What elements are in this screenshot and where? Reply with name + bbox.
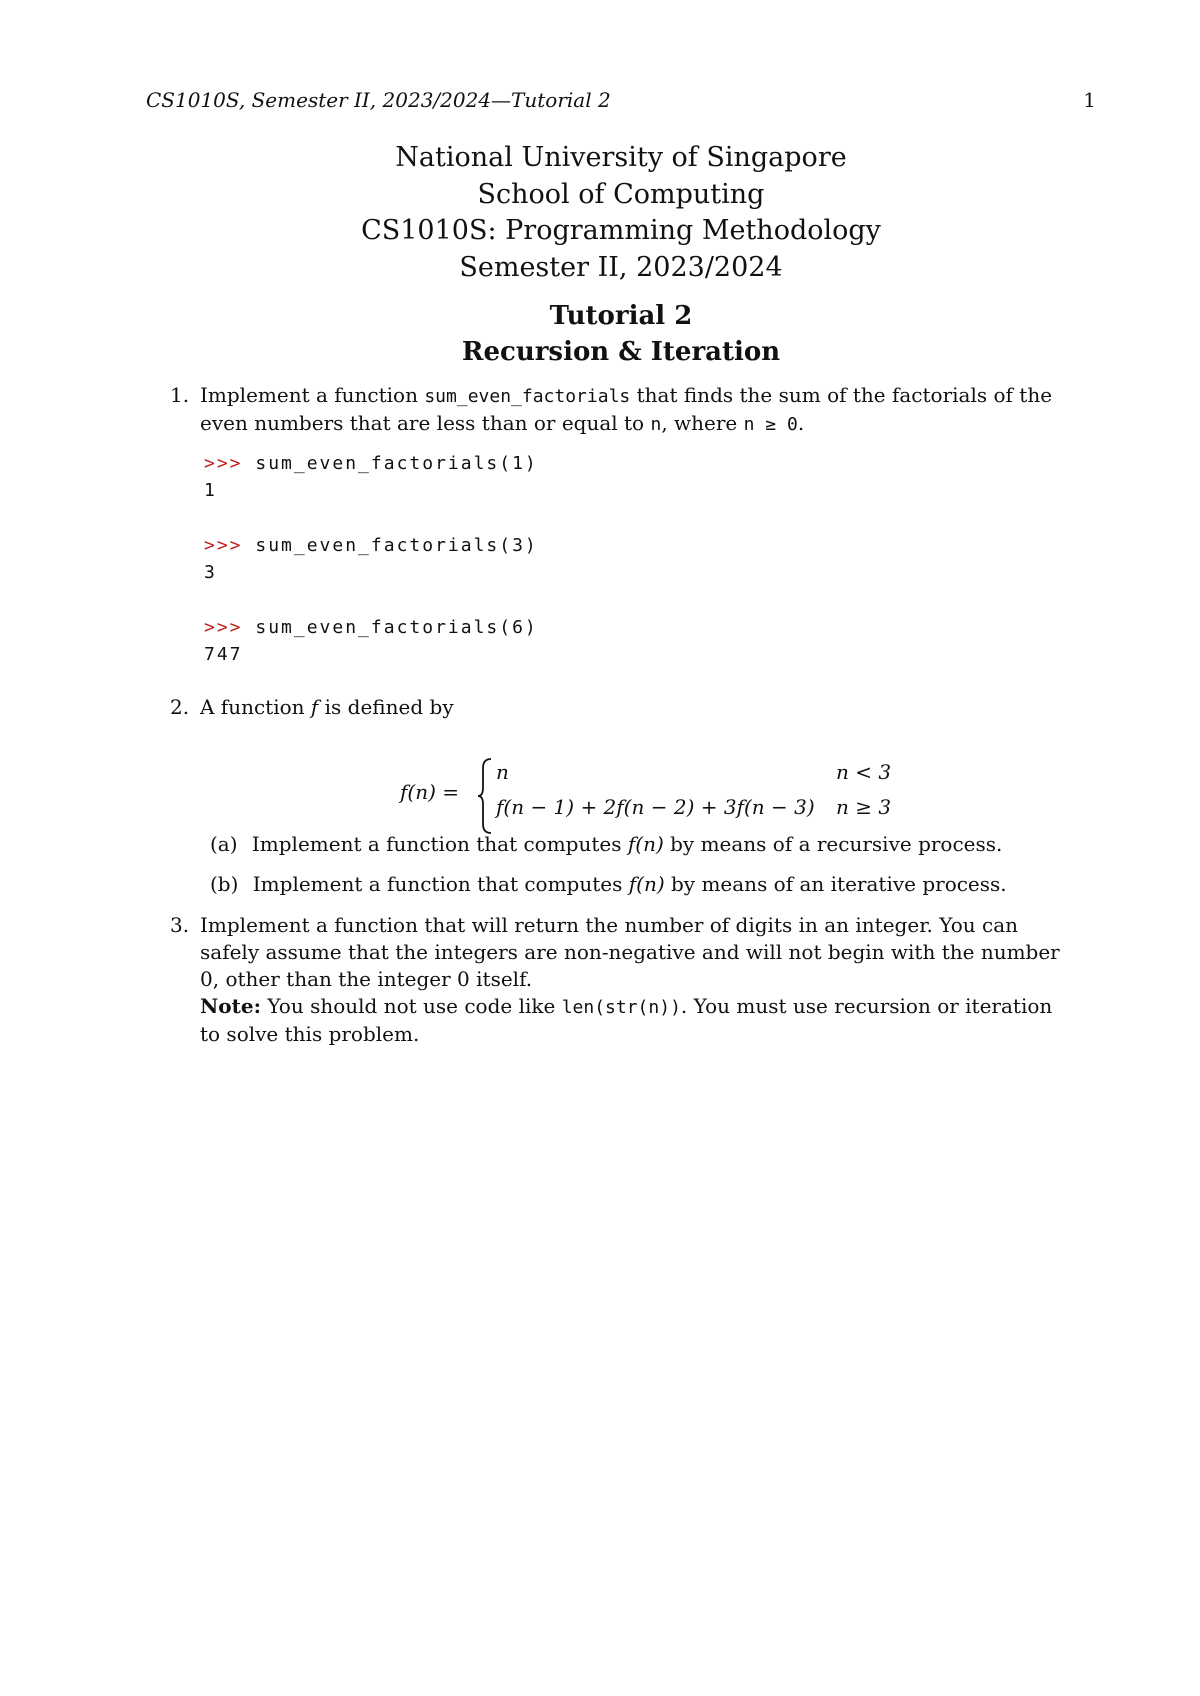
q3-line-1: Implement a function that will return the number of digits in an integer. You can: [200, 913, 1019, 937]
tutorial-topic: Recursion & Iteration: [461, 337, 781, 367]
left-brace-icon: [476, 756, 494, 836]
repl-prompt: >>>: [204, 617, 243, 638]
running-header: [146, 88, 1096, 112]
question-number: 3.: [170, 913, 190, 937]
code-example-1: [204, 450, 538, 504]
university-name: National University of Singapore: [395, 142, 847, 173]
q1-line-2: even numbers that are less than or equal to n, where n ≥ 0.: [200, 411, 805, 435]
tutorial-heading: [0, 298, 1200, 370]
code-snippet: len(str(n)): [561, 997, 681, 1018]
sub-question-label: (b): [210, 872, 239, 896]
repl-prompt: >>>: [204, 453, 243, 474]
sub-question-a: (a) Implement a function that computes f(n) by means of a recursive process.: [210, 832, 1003, 856]
case-2-condition: n ≥ 3: [836, 795, 892, 819]
q3-line-5: to solve this problem.: [200, 1022, 420, 1046]
q3-line-3: 0, other than the integer 0 itself.: [200, 967, 533, 991]
case-2-expression: f(n − 1) + 2f(n − 2) + 3f(n − 3): [496, 795, 815, 819]
title-block: [0, 140, 1200, 286]
code-call: sum_even_factorials(3): [255, 535, 538, 556]
piecewise-formula: [400, 756, 920, 836]
code-call: sum_even_factorials(1): [255, 453, 538, 474]
school-name: School of Computing: [477, 178, 765, 210]
note-label: Note:: [200, 994, 261, 1018]
semester: Semester II, 2023/2024: [459, 251, 783, 283]
repl-prompt: >>>: [204, 535, 243, 556]
sub-question-label: (a): [210, 832, 238, 856]
code-example-3: [204, 614, 538, 668]
sub-question-b: (b) Implement a function that computes f(n) by means of an iterative process.: [210, 872, 1007, 896]
code-result: 3: [204, 562, 217, 583]
question-number: 1.: [170, 383, 190, 407]
q3-note: Note: You should not use code like len(str(n)). You must use recursion or iteration: [200, 994, 1053, 1018]
function-name: sum_even_factorials: [424, 386, 631, 407]
code-result: 1: [204, 480, 217, 501]
case-1-condition: n < 3: [836, 760, 892, 784]
code-example-2: [204, 532, 538, 586]
question-2: 2. A function f is defined by: [170, 695, 454, 719]
formula-lhs: f(n) =: [400, 780, 460, 804]
case-1-expression: n: [496, 760, 509, 784]
tutorial-number: Tutorial 2: [549, 301, 693, 331]
page-number: 1: [1083, 88, 1096, 112]
question-number: 2.: [170, 695, 190, 719]
question-1: [170, 382, 1100, 438]
q3-line-2: safely assume that the integers are non-negative and will not begin with the number: [200, 940, 1060, 964]
code-call: sum_even_factorials(6): [255, 617, 538, 638]
running-title: CS1010S, Semester II, 2023/2024—Tutorial 2: [146, 88, 611, 112]
code-result: 747: [204, 644, 243, 665]
course-name: CS1010S: Programming Methodology: [361, 215, 881, 246]
question-3: [170, 912, 1100, 1048]
q1-line-1: Implement a function sum_even_factorials that finds the sum of the factorials of the: [200, 383, 1053, 407]
